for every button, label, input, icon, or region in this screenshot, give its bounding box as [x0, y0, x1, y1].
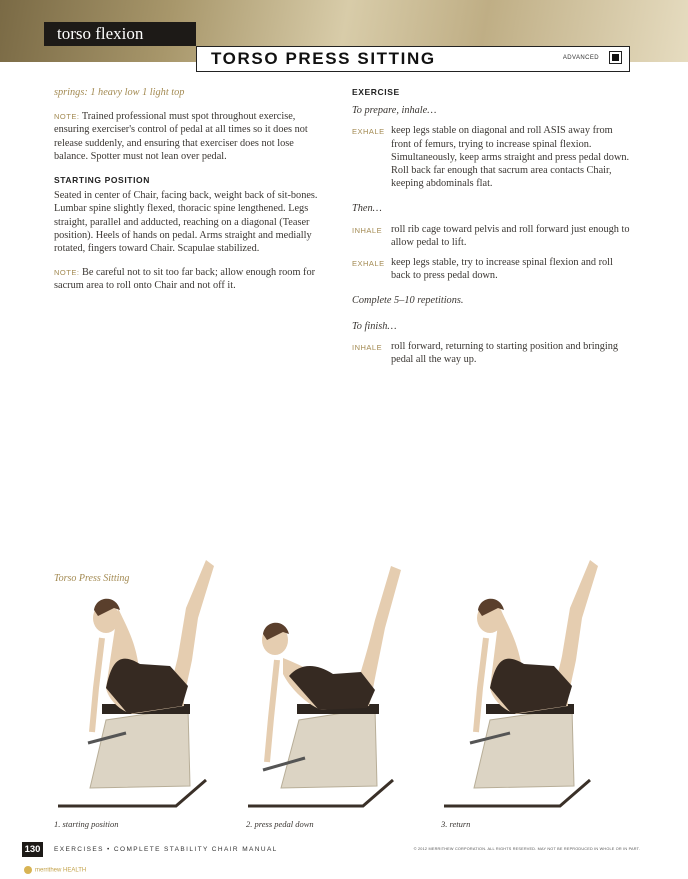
note-text: Trained professional must spot throughout exercise, ensuring exerciser's control of pedal at all times so it does not release suddenly, and ensuring that exerciser does not lose balance. Spotter must not lean over pedal.: [54, 111, 308, 162]
breath-label: EXHALE: [352, 127, 385, 137]
copyright-notice: © 2012 MERRITHEW CORPORATION. ALL RIGHTS RESERVED. MAY NOT BE REPRODUCED IN WHOLE OR IN PART.: [413, 847, 640, 851]
breath-label: EXHALE: [352, 259, 385, 269]
springs-setting: springs: 1 heavy low 1 light top: [54, 87, 185, 98]
step-text: roll forward, returning to starting position and bringing pedal all the way up.: [391, 340, 619, 366]
breath-label: INHALE: [352, 342, 383, 352]
prepare-text: To prepare, inhale…: [352, 105, 437, 117]
exercise-step: [352, 340, 632, 366]
left-column: [54, 86, 322, 304]
chapter-tab: torso flexion: [44, 22, 196, 46]
note-label: NOTE:: [54, 268, 80, 278]
photo-caption: 1. starting position: [54, 819, 119, 829]
photo-caption: 3. return: [441, 819, 471, 829]
photo-caption: 2. press pedal down: [246, 819, 314, 829]
repetitions-text: Complete 5–10 repetitions.: [352, 295, 464, 307]
exercise-heading: EXERCISE: [352, 87, 400, 97]
level-indicator-icon: [609, 51, 622, 64]
starting-position-text: Seated in center of Chair, facing back, weight back of sit-bones. Lumbar spine slightly flexed, thoracic spine lengthened. Legs straight, parallel and adducted, reaching on a diagonal (Teaser position). Heels of hands on pedal. Arms straight and medially rotated, fingers toward Chair. Scapulae stabilized.: [54, 190, 318, 255]
title-bar: [196, 46, 630, 72]
note-label: NOTE:: [54, 112, 80, 122]
note-safety: [54, 110, 322, 163]
exercise-step: [352, 223, 632, 249]
exercise-step: [352, 256, 632, 282]
note-text: Be careful not to sit too far back; allow enough room for sacrum area to roll onto Chair and not off it.: [54, 267, 316, 292]
figure-caption: Torso Press Sitting: [54, 573, 130, 584]
step-text: keep legs stable, try to increase spinal flexion and roll back to press pedal down.: [391, 257, 613, 282]
exercise-step: [352, 124, 632, 190]
exercise-column: [352, 86, 632, 373]
breath-label: INHALE: [352, 225, 383, 235]
step-text: roll rib cage toward pelvis and roll forward just enough to allow pedal to lift.: [391, 223, 630, 248]
brand-icon: [24, 866, 32, 874]
finish-text: To finish…: [352, 320, 397, 332]
then-text: Then…: [352, 203, 382, 215]
page-number: 130: [22, 842, 43, 857]
starting-position-heading: STARTING POSITION: [54, 175, 150, 186]
note-positioning: [54, 266, 322, 292]
step-text: keep legs stable on diagonal and roll ASIS away from front of femurs, trying to increase spinal flexion. Simultaneously, keep arms straight and press pedal down. Roll back far enough that sacrum area contacts Chair, keeping abdominals flat.: [391, 125, 630, 190]
photo-press-pedal-down: [243, 548, 428, 818]
footer-section: EXERCISES • COMPLETE STABILITY CHAIR MANUAL: [54, 846, 278, 853]
page-title: TORSO PRESS SITTING: [211, 49, 436, 68]
photo-return: [440, 548, 610, 818]
photo-starting-position: [58, 548, 228, 818]
brand-name: merrithew HEALTH: [35, 867, 87, 874]
brand-logo: [24, 866, 86, 874]
level-label: ADVANCED: [562, 55, 599, 61]
